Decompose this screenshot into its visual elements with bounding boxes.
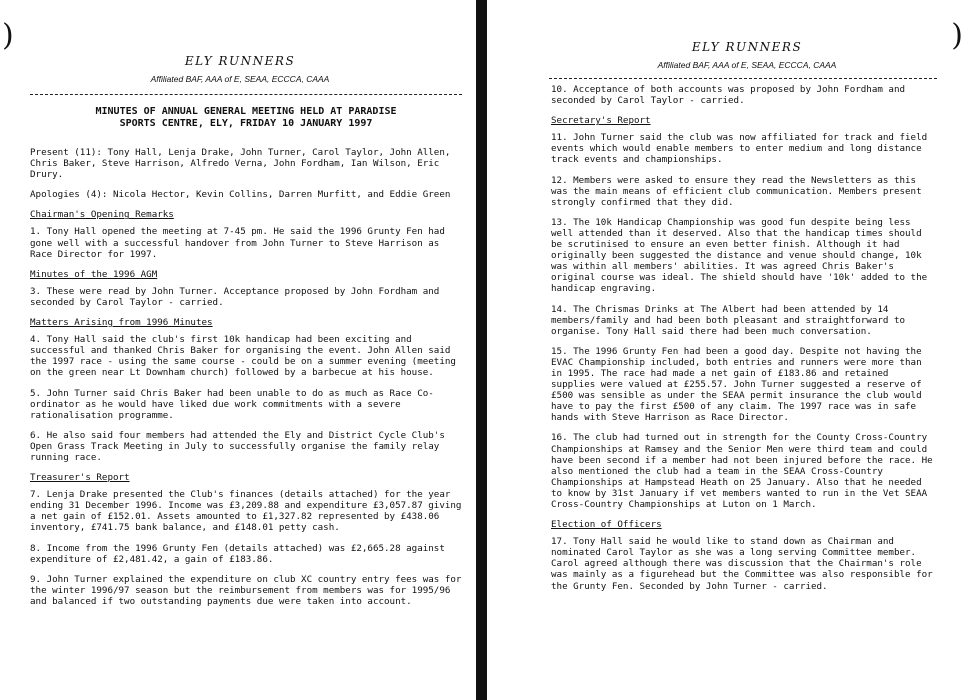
item-8: 8. Income from the 1996 Grunty Fen (details attached) was £2,665.28 against expenditure of £2,481.42, a gain of £183.86.: [30, 542, 445, 565]
header-divider: [549, 78, 937, 79]
right-page-body: [551, 84, 937, 601]
item-15: 15. The 1996 Grunty Fen had been a good day. Despite not having the EVAC Championship included, both entries and runners were more than in 1995. The race had made a net gain of £183.86 and retained supplies were valued at £255.57. John Turner suggested a reserve of £500 was sensible as under the SEAA permit insurance the club would have to pay the first £500 of any claim. The 1997 race was in safe hands with Steve Harrison as Race Director.: [551, 345, 922, 424]
left-page: [0, 0, 476, 700]
page-gutter: [476, 0, 487, 700]
section-heading-matters: Matters Arising from 1996 Minutes: [30, 317, 213, 329]
section-heading-minutes: Minutes of the 1996 AGM: [30, 268, 158, 280]
header-divider: [30, 94, 462, 95]
right-page: [487, 0, 969, 700]
left-page-body: [30, 106, 462, 616]
item-3: 3. These were read by John Turner. Acceptance proposed by John Fordham and seconded by Carol Taylor - carried.: [30, 285, 440, 308]
item-4: 4. Tony Hall said the club's first 10k handicap had been exciting and successful and thanked Chris Baker for organising the event. John Allen said the 1997 race - using the same course - could be on a summer evening (meeting on the green near Lt Downham church) followed by a barbecue at his house.: [30, 334, 456, 379]
right-header: [617, 40, 877, 70]
item-12: 12. Members were asked to ensure they read the Newsletters as this was the main means of efficient club communication. Members present strongly confirmed that they did.: [551, 174, 922, 208]
title-line-2: SPORTS CENTRE, ELY, FRIDAY 10 JANUARY 1997: [119, 118, 373, 129]
item-7: 7. Lenja Drake presented the Club's finances (details attached) for the year ending 31 December 1996. Income was £3,209.88 and expenditure £3,057.87 giving a net gain of £152.01. Assets amounted to £1,327.82 represented by £438.06 inventory, £741.75 bank balance, and £148.01 petty cash.: [30, 489, 462, 534]
club-name: ELY RUNNERS: [691, 40, 803, 54]
binding-ring-icon: ): [951, 18, 963, 53]
section-heading-treasurer: Treasurer's Report: [30, 472, 130, 484]
binding-ring-icon: ): [2, 18, 14, 53]
item-14: 14. The Chrismas Drinks at The Albert had been attended by 14 members/family and had been both pleasant and straightforward to organise. Tony Hall said there had been much conversation.: [551, 303, 906, 337]
item-6: 6. He also said four members had attended the Ely and District Cycle Club's Open Grass Track Meeting in July to successfully organise the family relay running race.: [30, 429, 445, 463]
left-header: [110, 54, 370, 84]
item-11: 11. John Turner said the club was now affiliated for track and field events which would enable members to enter medium and long distance track events and championships.: [551, 132, 928, 166]
apologies-list: Apologies (4): Nicola Hector, Kevin Collins, Darren Murfitt, and Eddie Green: [30, 189, 451, 201]
title-line-1: MINUTES OF ANNUAL GENERAL MEETING HELD AT PARADISE: [95, 106, 397, 117]
affiliation-line: Affiliated BAF, AAA of E, SEAA, ECCCA, CAAA: [150, 74, 330, 84]
section-heading-chairman: Chairman's Opening Remarks: [30, 209, 174, 221]
club-name: ELY RUNNERS: [184, 54, 296, 68]
item-1: 1. Tony Hall opened the meeting at 7-45 pm. He said the 1996 Grunty Fen had gone well with a successful handover from John Turner to Steve Harrison as Race Director for 1997.: [30, 226, 445, 260]
item-9: 9. John Turner explained the expenditure on club XC country entry fees was for the winter 1996/97 season but the reimbursement from members was for 1995/96 and balanced if two outstanding payments due were taken into account.: [30, 573, 462, 607]
item-10: 10. Acceptance of both accounts was proposed by John Fordham and seconded by Carol Taylor - carried.: [551, 84, 906, 107]
affiliation-line: Affiliated BAF, AAA of E, SEAA, ECCCA, CAAA: [657, 60, 837, 70]
document-title: [30, 106, 462, 130]
present-list: Present (11): Tony Hall, Lenja Drake, John Turner, Carol Taylor, John Allen, Chris Baker, Steve Harrison, Alfredo Verna, John Fordham, Ian Wilson, Eric Drury.: [30, 147, 451, 181]
item-13: 13. The 10k Handicap Championship was good fun despite being less well attended than it deserved. Also that the handicap times should be scrutinised to ensure an even better finish. Although it had originally been suggested the distance and venue should change, 10k was within all members' abilities. It was agreed Chris Baker's original course was ideal. The shield should have '10k' added to the handicap engraving.: [551, 216, 928, 295]
item-5: 5. John Turner said Chris Baker had been unable to do as much as Race Co-ordinator as he would have liked due work commitments with a severe rationalisation programme.: [30, 387, 434, 421]
item-16: 16. The club had turned out in strength for the County Cross-Country Championships at Ramsey and the Senior Men were third team and could have been second if a member had not been injured before the race. He also mentioned the club had a team in the SEAA Cross-Country Championships at Hampstead Heath on 25 January. Also that he needed to know by 31st January if vet members wanted to run in the Vet SEAA Cross-Country Championships at Luton on 1 March.: [551, 432, 933, 510]
section-heading-secretary: Secretary's Report: [551, 115, 651, 127]
section-heading-election: Election of Officers: [551, 519, 662, 531]
item-17: 17. Tony Hall said he would like to stand down as Chairman and nominated Carol Taylor as she was a long serving Committee member. Carol agreed although there was discussion that the Chairman's role was mainly as a figurehead but the Committee was also responsible for the Grunty Fen. Seconded by John Turner - carried.: [551, 536, 933, 592]
